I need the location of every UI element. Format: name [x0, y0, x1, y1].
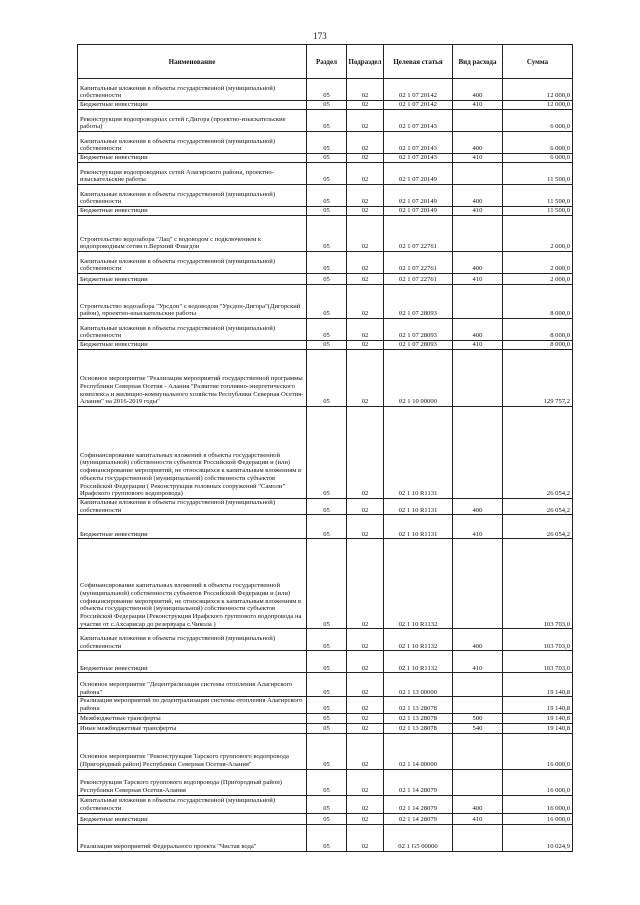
cell-sum: 12 000,0	[503, 101, 573, 110]
cell-sum: 2 000,0	[503, 216, 573, 252]
cell-sum: 8 000,0	[503, 341, 573, 350]
table-row	[78, 207, 573, 216]
cell-subsection: 02	[347, 697, 384, 713]
cell-name: Капитальные вложения в объекты государственной (муниципальной) собственности	[78, 79, 307, 101]
cell-target-article: 02 1 07 22761	[384, 252, 453, 274]
budget-table	[77, 44, 573, 852]
cell-subsection: 02	[347, 207, 384, 216]
cell-target-article: 02 1 07 20149	[384, 185, 453, 207]
cell-expense-type	[453, 350, 503, 407]
cell-subsection: 02	[347, 407, 384, 499]
header-name: Наименование	[78, 45, 307, 79]
cell-section: 05	[307, 651, 347, 673]
table-row	[78, 733, 573, 769]
cell-section: 05	[307, 101, 347, 110]
cell-sum: 16 000,0	[503, 813, 573, 824]
cell-sum: 19 140,8	[503, 697, 573, 713]
cell-sum: 26 054,2	[503, 499, 573, 515]
table-row	[78, 252, 573, 274]
cell-sum: 19 140,8	[503, 673, 573, 697]
cell-subsection: 02	[347, 101, 384, 110]
cell-expense-type: 410	[453, 207, 503, 216]
cell-expense-type: 410	[453, 101, 503, 110]
table-row	[78, 319, 573, 341]
cell-name: Капитальные вложения в объекты государственной (муниципальной) собственности	[78, 252, 307, 274]
cell-expense-type	[453, 697, 503, 713]
cell-name: Реконструкция водопроводных сетей г.Дигора (проектно-изыскательские работы)	[78, 110, 307, 132]
cell-expense-type	[453, 216, 503, 252]
cell-section: 05	[307, 697, 347, 713]
table-row	[78, 341, 573, 350]
cell-sum: 11 500,0	[503, 163, 573, 185]
cell-subsection: 02	[347, 673, 384, 697]
cell-expense-type: 410	[453, 274, 503, 285]
cell-sum: 16 000,0	[503, 769, 573, 795]
cell-subsection: 02	[347, 110, 384, 132]
cell-sum: 19 140,8	[503, 713, 573, 723]
cell-expense-type: 410	[453, 515, 503, 539]
cell-subsection: 02	[347, 163, 384, 185]
cell-section: 05	[307, 110, 347, 132]
cell-name: Бюджетные инвестиции	[78, 154, 307, 163]
cell-expense-type	[453, 769, 503, 795]
cell-section: 05	[307, 79, 347, 101]
cell-section: 05	[307, 733, 347, 769]
cell-subsection: 02	[347, 319, 384, 341]
cell-expense-type: 540	[453, 723, 503, 733]
cell-expense-type	[453, 824, 503, 851]
table-row	[78, 499, 573, 515]
table-row	[78, 407, 573, 499]
cell-name: Реализация мероприятий Федерального проекта "Чистая вода"	[78, 824, 307, 851]
cell-section: 05	[307, 813, 347, 824]
cell-expense-type: 400	[453, 185, 503, 207]
cell-target-article: 02 1 07 20143	[384, 154, 453, 163]
cell-subsection: 02	[347, 350, 384, 407]
cell-sum: 129 757,2	[503, 350, 573, 407]
cell-section: 05	[307, 629, 347, 651]
cell-sum: 11 500,0	[503, 185, 573, 207]
cell-subsection: 02	[347, 216, 384, 252]
cell-target-article: 02 1 10 00000	[384, 350, 453, 407]
cell-target-article: 02 1 13 28078	[384, 713, 453, 723]
table-row	[78, 713, 573, 723]
cell-section: 05	[307, 407, 347, 499]
cell-name: Софинансирование капитальных вложений в объекты государственной (муниципальной) собственности субъектов Российской Федерации и (или) софинансирование мероприятий, не относящихся к капитальным вложениям в объекты государственной (муниципальной) собственности субъектов Российской Федерации (Реконструкция Ирафского группового водопровода на участке от с.Ахсарисар до резервуара с.Чикола )	[78, 539, 307, 629]
cell-name: Капитальные вложения в объекты государственной (муниципальной) собственности	[78, 319, 307, 341]
cell-name: Бюджетные инвестиции	[78, 207, 307, 216]
cell-sum: 103 703,0	[503, 629, 573, 651]
cell-name: Капитальные вложения в объекты государственной (муниципальной) собственности	[78, 629, 307, 651]
cell-target-article: 02 1 10 R1131	[384, 499, 453, 515]
cell-target-article: 02 1 13 28078	[384, 697, 453, 713]
cell-subsection: 02	[347, 252, 384, 274]
cell-section: 05	[307, 673, 347, 697]
cell-name: Бюджетные инвестиции	[78, 515, 307, 539]
cell-name: Капитальные вложения в объекты государственной (муниципальной) собственности	[78, 132, 307, 154]
cell-expense-type: 410	[453, 341, 503, 350]
cell-name: Иные межбюджетные трансферты	[78, 723, 307, 733]
cell-subsection: 02	[347, 629, 384, 651]
cell-name: Бюджетные инвестиции	[78, 651, 307, 673]
table-body	[78, 79, 573, 852]
table-row	[78, 285, 573, 319]
table-row	[78, 154, 573, 163]
table-row	[78, 824, 573, 851]
cell-name: Капитальные вложения в объекты государственной (муниципальной) собственности	[78, 499, 307, 515]
cell-target-article: 02 1 10 R1132	[384, 629, 453, 651]
cell-section: 05	[307, 795, 347, 813]
cell-target-article: 02 1 14 28079	[384, 813, 453, 824]
table-row	[78, 769, 573, 795]
cell-expense-type	[453, 733, 503, 769]
cell-name: Основное мероприятие "Реконструкция Тарского группового водопровода (Пригородный район) Республики Северная Осетия-Алания"	[78, 733, 307, 769]
table-row	[78, 274, 573, 285]
cell-name: Реконструкция Тарского группового водопровода (Пригородный район) Республики Северная Осетия-Алания	[78, 769, 307, 795]
cell-section: 05	[307, 515, 347, 539]
cell-name: Основное мероприятие "Децентрализация системы отопления Алагирского района"	[78, 673, 307, 697]
cell-expense-type	[453, 673, 503, 697]
cell-section: 05	[307, 216, 347, 252]
cell-name: Реконструкция водопроводных сетей Алагирского района, проектно-изыскательские работы	[78, 163, 307, 185]
cell-sum: 16 000,0	[503, 795, 573, 813]
cell-target-article: 02 1 13 00000	[384, 673, 453, 697]
table-row	[78, 216, 573, 252]
cell-target-article: 02 1 07 20149	[384, 207, 453, 216]
cell-expense-type	[453, 407, 503, 499]
cell-sum: 26 054,2	[503, 515, 573, 539]
header-expense-type: Вид расхода	[453, 45, 503, 79]
cell-subsection: 02	[347, 651, 384, 673]
cell-subsection: 02	[347, 723, 384, 733]
cell-name: Реализация мероприятий по децентрализации системы отопления Алагирского района	[78, 697, 307, 713]
cell-name: Межбюджетные трансферты	[78, 713, 307, 723]
cell-expense-type	[453, 285, 503, 319]
cell-target-article: 02 1 07 20143	[384, 110, 453, 132]
cell-subsection: 02	[347, 154, 384, 163]
header-section: Раздел	[307, 45, 347, 79]
cell-target-article: 02 1 07 22761	[384, 274, 453, 285]
table-row	[78, 813, 573, 824]
cell-target-article: 02 1 G5 00000	[384, 824, 453, 851]
cell-sum: 2 000,0	[503, 274, 573, 285]
header-subsection: Подраздел	[347, 45, 384, 79]
cell-section: 05	[307, 185, 347, 207]
cell-target-article: 02 1 07 28093	[384, 319, 453, 341]
table-row	[78, 629, 573, 651]
cell-name: Бюджетные инвестиции	[78, 813, 307, 824]
cell-expense-type	[453, 163, 503, 185]
cell-section: 05	[307, 723, 347, 733]
cell-expense-type: 410	[453, 813, 503, 824]
cell-subsection: 02	[347, 132, 384, 154]
cell-sum: 103 703,0	[503, 539, 573, 629]
cell-sum: 6 000,0	[503, 154, 573, 163]
cell-sum: 2 000,0	[503, 252, 573, 274]
table-row	[78, 101, 573, 110]
cell-target-article: 02 1 10 R1132	[384, 651, 453, 673]
cell-sum: 8 000,0	[503, 285, 573, 319]
cell-target-article: 02 1 07 22761	[384, 216, 453, 252]
header-target-article: Целевая статья	[384, 45, 453, 79]
cell-expense-type: 500	[453, 713, 503, 723]
cell-expense-type	[453, 539, 503, 629]
cell-section: 05	[307, 350, 347, 407]
cell-subsection: 02	[347, 185, 384, 207]
cell-expense-type: 410	[453, 651, 503, 673]
table-row	[78, 539, 573, 629]
cell-name: Капитальные вложения в объекты государственной (муниципальной) собственности	[78, 185, 307, 207]
cell-target-article: 02 1 10 R1131	[384, 407, 453, 499]
cell-sum: 11 500,0	[503, 207, 573, 216]
cell-subsection: 02	[347, 341, 384, 350]
cell-expense-type: 400	[453, 252, 503, 274]
table-row	[78, 651, 573, 673]
cell-subsection: 02	[347, 274, 384, 285]
cell-target-article: 02 1 13 28078	[384, 723, 453, 733]
table-row	[78, 163, 573, 185]
cell-sum: 12 000,0	[503, 79, 573, 101]
table-row	[78, 795, 573, 813]
cell-subsection: 02	[347, 795, 384, 813]
cell-section: 05	[307, 163, 347, 185]
cell-section: 05	[307, 769, 347, 795]
cell-subsection: 02	[347, 733, 384, 769]
table-row	[78, 515, 573, 539]
cell-target-article: 02 1 14 00000	[384, 733, 453, 769]
cell-section: 05	[307, 499, 347, 515]
table-row	[78, 673, 573, 697]
table-row	[78, 350, 573, 407]
cell-section: 05	[307, 274, 347, 285]
cell-target-article: 02 1 07 28093	[384, 285, 453, 319]
cell-expense-type: 400	[453, 629, 503, 651]
cell-section: 05	[307, 824, 347, 851]
cell-section: 05	[307, 252, 347, 274]
page-number: 173	[313, 31, 327, 41]
cell-expense-type: 400	[453, 132, 503, 154]
cell-expense-type: 410	[453, 154, 503, 163]
cell-section: 05	[307, 132, 347, 154]
cell-name: Бюджетные инвестиции	[78, 101, 307, 110]
cell-expense-type: 400	[453, 499, 503, 515]
cell-section: 05	[307, 207, 347, 216]
cell-expense-type: 400	[453, 795, 503, 813]
cell-target-article: 02 1 07 20143	[384, 132, 453, 154]
cell-subsection: 02	[347, 79, 384, 101]
cell-sum: 26 054,2	[503, 407, 573, 499]
cell-target-article: 02 1 10 R1131	[384, 515, 453, 539]
cell-expense-type: 400	[453, 319, 503, 341]
table-row	[78, 132, 573, 154]
cell-target-article: 02 1 07 28093	[384, 341, 453, 350]
cell-name: Строительство водозабора "Урсдон" с водоводом "Урсдон-Дигора"(Дигорский район), проектно-изыскательские работы	[78, 285, 307, 319]
cell-sum: 16 000,0	[503, 733, 573, 769]
cell-section: 05	[307, 319, 347, 341]
table-row	[78, 79, 573, 101]
cell-sum: 103 703,0	[503, 651, 573, 673]
cell-name: Строительство водозабора "Лац" с водоводом с подключением к водопроводным сетям п.Верхний Фиагдон	[78, 216, 307, 252]
cell-target-article: 02 1 07 20149	[384, 163, 453, 185]
table-row	[78, 697, 573, 713]
cell-target-article: 02 1 07 20142	[384, 79, 453, 101]
cell-section: 05	[307, 539, 347, 629]
cell-sum: 6 000,0	[503, 110, 573, 132]
cell-sum: 6 000,0	[503, 132, 573, 154]
cell-target-article: 02 1 14 28079	[384, 795, 453, 813]
cell-name: Бюджетные инвестиции	[78, 274, 307, 285]
cell-subsection: 02	[347, 285, 384, 319]
cell-sum: 10 024,9	[503, 824, 573, 851]
cell-name: Бюджетные инвестиции	[78, 341, 307, 350]
cell-subsection: 02	[347, 515, 384, 539]
cell-section: 05	[307, 285, 347, 319]
cell-subsection: 02	[347, 713, 384, 723]
table-row	[78, 723, 573, 733]
cell-target-article: 02 1 14 28079	[384, 769, 453, 795]
cell-expense-type	[453, 110, 503, 132]
cell-subsection: 02	[347, 824, 384, 851]
cell-sum: 8 000,0	[503, 319, 573, 341]
cell-target-article: 02 1 07 20142	[384, 101, 453, 110]
table-row	[78, 185, 573, 207]
cell-target-article: 02 1 10 R1132	[384, 539, 453, 629]
header-sum: Сумма	[503, 45, 573, 79]
table-header	[78, 45, 573, 79]
cell-subsection: 02	[347, 539, 384, 629]
cell-section: 05	[307, 713, 347, 723]
cell-name: Софинансирование капитальных вложений в объекты государственной (муниципальной) собственности субъектов Российской Федерации и (или) софинансирование мероприятий, не относящихся к капитальным вложениям в объекты государственной (муниципальной) собственности субъектов Российской Федерации ( Реконструкция головных сооружений "Самоли" Ирафского группового водопровода)	[78, 407, 307, 499]
cell-subsection: 02	[347, 813, 384, 824]
cell-expense-type: 400	[453, 79, 503, 101]
cell-section: 05	[307, 154, 347, 163]
cell-sum: 19 140,8	[503, 723, 573, 733]
cell-subsection: 02	[347, 499, 384, 515]
cell-name: Капитальные вложения в объекты государственной (муниципальной) собственности	[78, 795, 307, 813]
cell-subsection: 02	[347, 769, 384, 795]
table-row	[78, 110, 573, 132]
cell-section: 05	[307, 341, 347, 350]
cell-name: Основное мероприятие "Реализация мероприятий государственной программы Республики Северная Осетия - Алания "Развитие топливно-энергетического комплекса и жилищно-коммунального хозяйства Республики Северная Осетия-Алания" на 2016-2019 годы"	[78, 350, 307, 407]
